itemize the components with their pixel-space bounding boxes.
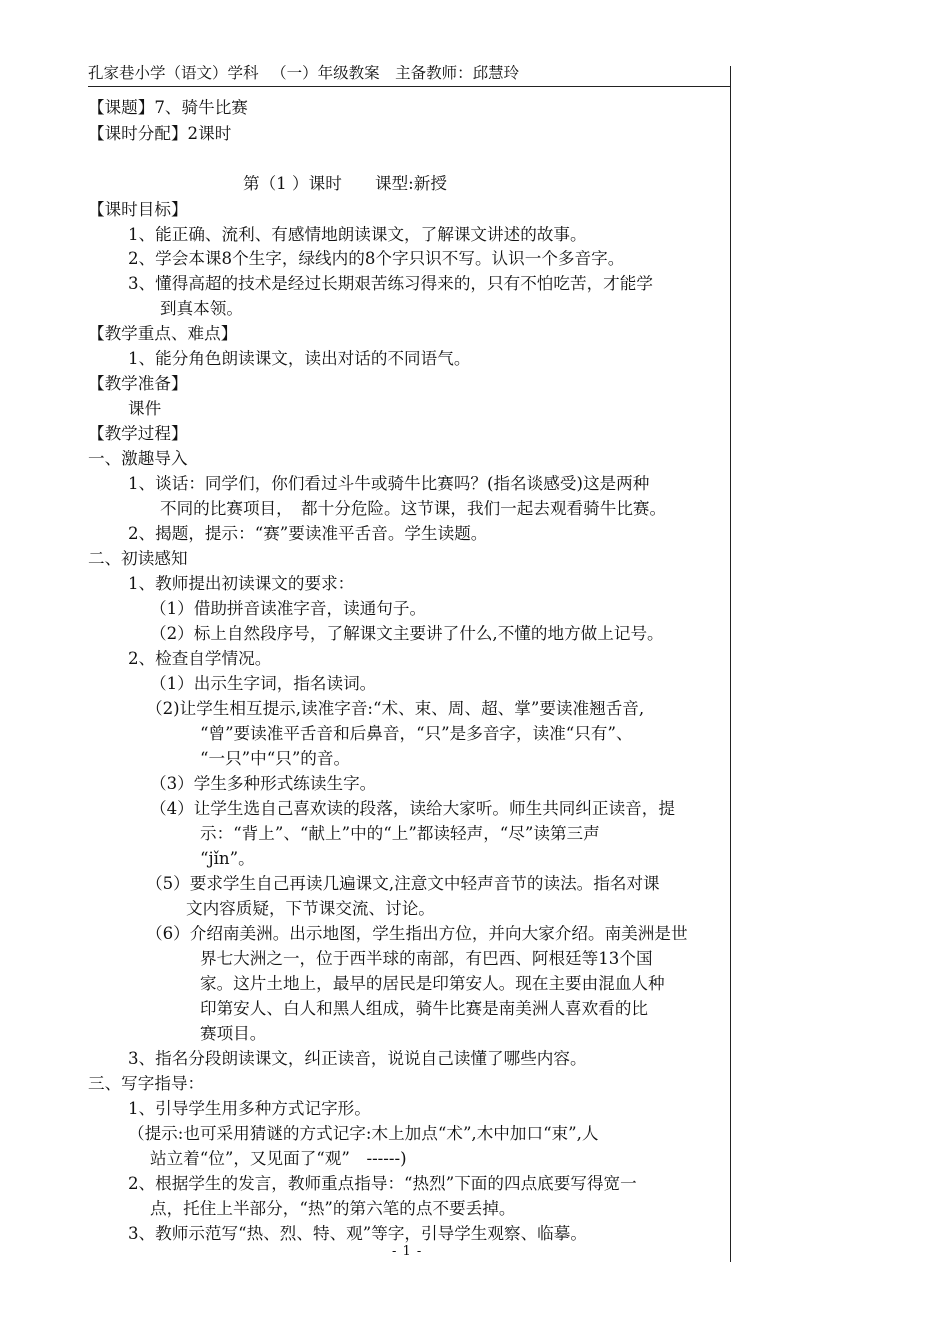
text-line: 2、根据学生的发言，教师重点指导：“热烈”下面的四点底要写得宽一: [128, 1174, 637, 1193]
text-line: 3、指名分段朗读课文，纠正读音，说说自己读懂了哪些内容。: [128, 1049, 587, 1068]
text-line: “一只”中“只”的音。: [200, 749, 351, 768]
text-line: 2、检查自学情况。: [128, 649, 272, 668]
right-margin-rule: [730, 66, 731, 1262]
text-line: 界七大洲之一，位于西半球的南部，有巴西、阿根廷等13个国: [200, 949, 653, 968]
text-line: 1、引导学生用多种方式记字形。: [128, 1099, 371, 1118]
text-line: （2）标上自然段序号，了解课文主要讲了什么,不懂的地方做上记号。: [150, 624, 664, 643]
step-heading: 一、激趣导入: [88, 449, 188, 468]
page-header: 孔家巷小学（语文）学科 （一）年级教案 主备教师：邱慧玲: [88, 64, 520, 82]
text-line: “jǐn”。: [200, 849, 255, 868]
section-heading: 【教学重点、难点】: [88, 324, 238, 343]
text-line: 3、教师示范写“热、烈、特、观”等字，引导学生观察、临摹。: [128, 1224, 587, 1243]
text-line: （4）让学生选自己喜欢读的段落，读给大家听。师生共同纠正读音，提: [150, 799, 675, 818]
text-line: 赛项目。: [200, 1024, 267, 1043]
text-line: （1）出示生字词，指名读词。: [150, 674, 377, 693]
header-rule: [88, 86, 731, 87]
text-line: 1、谈话：同学们，你们看过斗牛或骑牛比赛吗？(指名谈感受)这是两种: [128, 474, 650, 493]
period-heading: 第（1 ）课时 课型:新授: [243, 174, 447, 193]
text-line: （5）要求学生自己再读几遍课文,注意文中轻声音节的读法。指名对课: [146, 874, 660, 893]
text-line: 2、揭题，提示：“赛”要读准平舌音。学生读题。: [128, 524, 488, 543]
text-line: 1、能正确、流利、有感情地朗读课文，了解课文讲述的故事。: [128, 225, 587, 244]
text-line: 文内容质疑，下节课交流、讨论。: [186, 899, 435, 918]
lesson-title: 【课题】7、骑牛比赛: [88, 98, 248, 117]
text-line: “曾”要读准平舌音和后鼻音，“只”是多音字，读准“只有”、: [200, 724, 633, 743]
text-line: 到真本领。: [160, 299, 243, 318]
section-heading: 【教学准备】: [88, 374, 188, 393]
text-line: 3、懂得高超的技术是经过长期艰苦练习得来的，只有不怕吃苦，才能学: [128, 274, 653, 293]
text-line: （3）学生多种形式练读生字。: [150, 774, 377, 793]
text-line: （提示:也可采用猜谜的方式记字:木上加点“术”,木中加口“束”,人: [128, 1124, 599, 1143]
text-line: 站立着“位”，又见面了“观” ------): [150, 1149, 407, 1168]
page-number: - 1 -: [392, 1244, 423, 1259]
text-line: 2、学会本课8个生字，绿线内的8个字只识不写。认识一个多音字。: [128, 249, 625, 268]
text-line: 1、能分角色朗读课文，读出对话的不同语气。: [128, 349, 471, 368]
text-line: 1、教师提出初读课文的要求：: [128, 574, 355, 593]
text-line: 家。这片土地上，最早的居民是印第安人。现在主要由混血人种: [200, 974, 665, 993]
text-line: （2)让学生相互提示,读准字音:“术、束、周、超、掌”要读准翘舌音,: [146, 699, 645, 718]
text-line: 课件: [128, 399, 162, 418]
text-line: 点，托住上半部分，“热”的第六笔的点不要丢掉。: [150, 1199, 516, 1218]
text-line: （6）介绍南美洲。出示地图，学生指出方位，并向大家介绍。南美洲是世: [146, 924, 688, 943]
text-line: （1）借助拼音读准字音，读通句子。: [150, 599, 427, 618]
text-line: 印第安人、白人和黑人组成，骑牛比赛是南美洲人喜欢看的比: [200, 999, 649, 1018]
step-heading: 三、写字指导：: [88, 1074, 205, 1093]
text-line: 示：“背上”、“献上”中的“上”都读轻声，“尽”读第三声: [200, 824, 600, 843]
text-line: 不同的比赛项目， 都十分危险。这节课，我们一起去观看骑牛比赛。: [160, 499, 667, 518]
period-allocation: 【课时分配】2课时: [88, 124, 232, 143]
section-heading: 【教学过程】: [88, 424, 188, 443]
step-heading: 二、初读感知: [88, 549, 188, 568]
section-heading: 【课时目标】: [88, 200, 188, 219]
